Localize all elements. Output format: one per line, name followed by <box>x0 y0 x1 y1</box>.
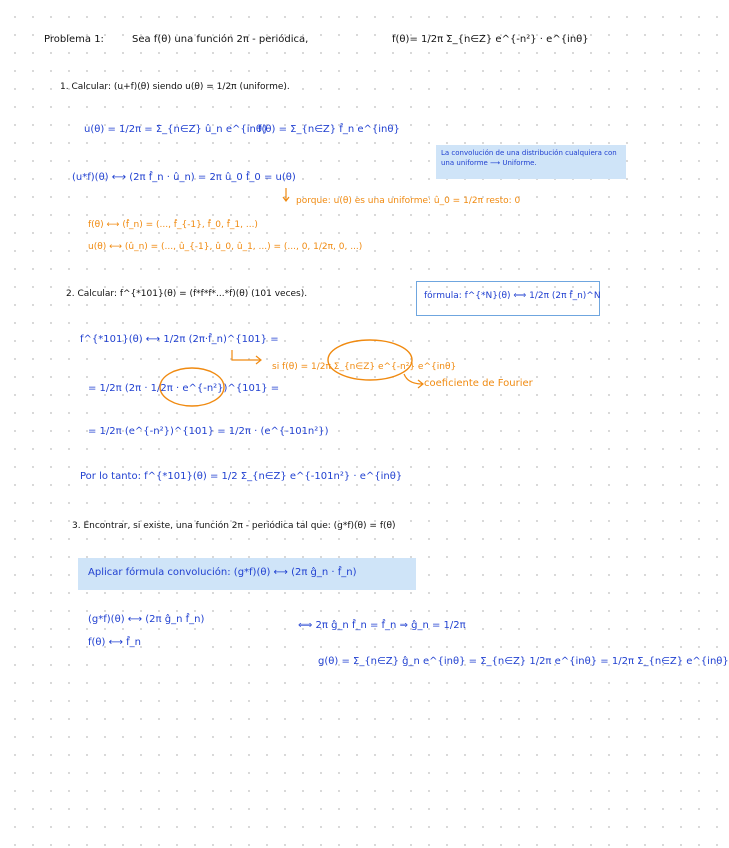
formula-convolution: Aplicar fórmula convolución: (g*f)(θ) ⟷ (2π ĝ_n · f̂_n) <box>88 567 357 578</box>
p3-eq1: (g*f)(θ) ⟷ (2π ĝ_n f̂_n) <box>88 614 205 625</box>
note-text: La convolución de una distribución cualquiera con una uniforme ⟶ Uniforme. <box>441 149 617 167</box>
problem-title: Problema 1: <box>44 34 104 45</box>
p3-eq2: f(θ) ⟷ f̂_n <box>88 637 141 648</box>
reason-arrow <box>282 188 296 204</box>
p2-line2: = 1/2π (2π · 1/2π · e^{-n²})^{101} = <box>88 383 280 394</box>
coef-arrow <box>402 372 426 392</box>
p2-conclusion: Por lo tanto: f^{*101}(θ) = 1/2 Σ_{n∈Z} e^{-101n²} · e^{inθ} <box>80 471 403 482</box>
part3-title: 3. Encontrar, si existe, una función 2π - periódica tal que: (g*f)(θ) = f(θ) <box>72 521 396 531</box>
u-series: u(θ) = 1/2π = Σ_{n∈Z} û_n e^{inθ} <box>84 124 269 135</box>
p2-line1: f^{*101}(θ) ⟷ 1/2π (2π·f̂_n)^{101} = <box>80 334 279 345</box>
f-coefficients: f(θ) ⟷ (f̂_n) = (..., f̂_{-1}, f̂_0, f̂_1, ...) <box>88 220 258 230</box>
bracket-arrow <box>230 350 270 370</box>
p3-solve: ⟺ 2π ĝ_n f̂_n = f̂_n ⇒ ĝ_n = 1/2π <box>298 620 466 631</box>
coef-label: coeficiente de Fourier <box>424 378 533 389</box>
part2-title: 2. Calcular: f^{*101}(θ) = (f*f*f*...*f)(θ) (101 veces). <box>66 289 308 299</box>
p2-line3: = 1/2π (e^{-n²})^{101} = 1/2π · (e^{-101n²}) <box>88 426 329 437</box>
part1-title: 1. Calcular: (u+f)(θ) siendo u(θ) = 1/2π (uniforme). <box>60 82 290 92</box>
p2-side-condition: si f(θ) = 1/2π Σ_{n∈Z} e^{-n²} e^{inθ} <box>272 362 457 372</box>
u-coefficients: u(θ) ⟷ (û_n) = (..., û_{-1}, û_0, û_1, ...) = (..., 0, 1/2π, 0, ...) <box>88 242 363 252</box>
reason-text: porque: u(θ) es una uniforme: û_0 = 1/2π resto: 0 <box>296 196 521 206</box>
circle-annotation-2 <box>158 366 228 408</box>
problem-statement: Sea f(θ) una función 2π - periódica, <box>132 34 309 45</box>
f-series: f(θ) = Σ_{n∈Z} f̂_n e^{inθ} <box>258 124 400 135</box>
p3-result: g(θ) = Σ_{n∈Z} ĝ_n e^{inθ} = Σ_{n∈Z} 1/2π e^{inθ} = 1/2π Σ_{n∈Z} e^{inθ} <box>318 656 729 667</box>
f-definition: f(θ)= 1/2π Σ_{n∈Z} e^{-n²} · e^{inθ} <box>392 34 589 45</box>
formula-text: fórmula: f^{*N}(θ) ⟺ 1/2π (2π f̂_n)^N <box>424 291 601 301</box>
convolution-line: (u*f)(θ) ⟷ (2π f̂_n · û_n) = 2π û_0 f̂_0 = u(θ) <box>72 172 296 183</box>
